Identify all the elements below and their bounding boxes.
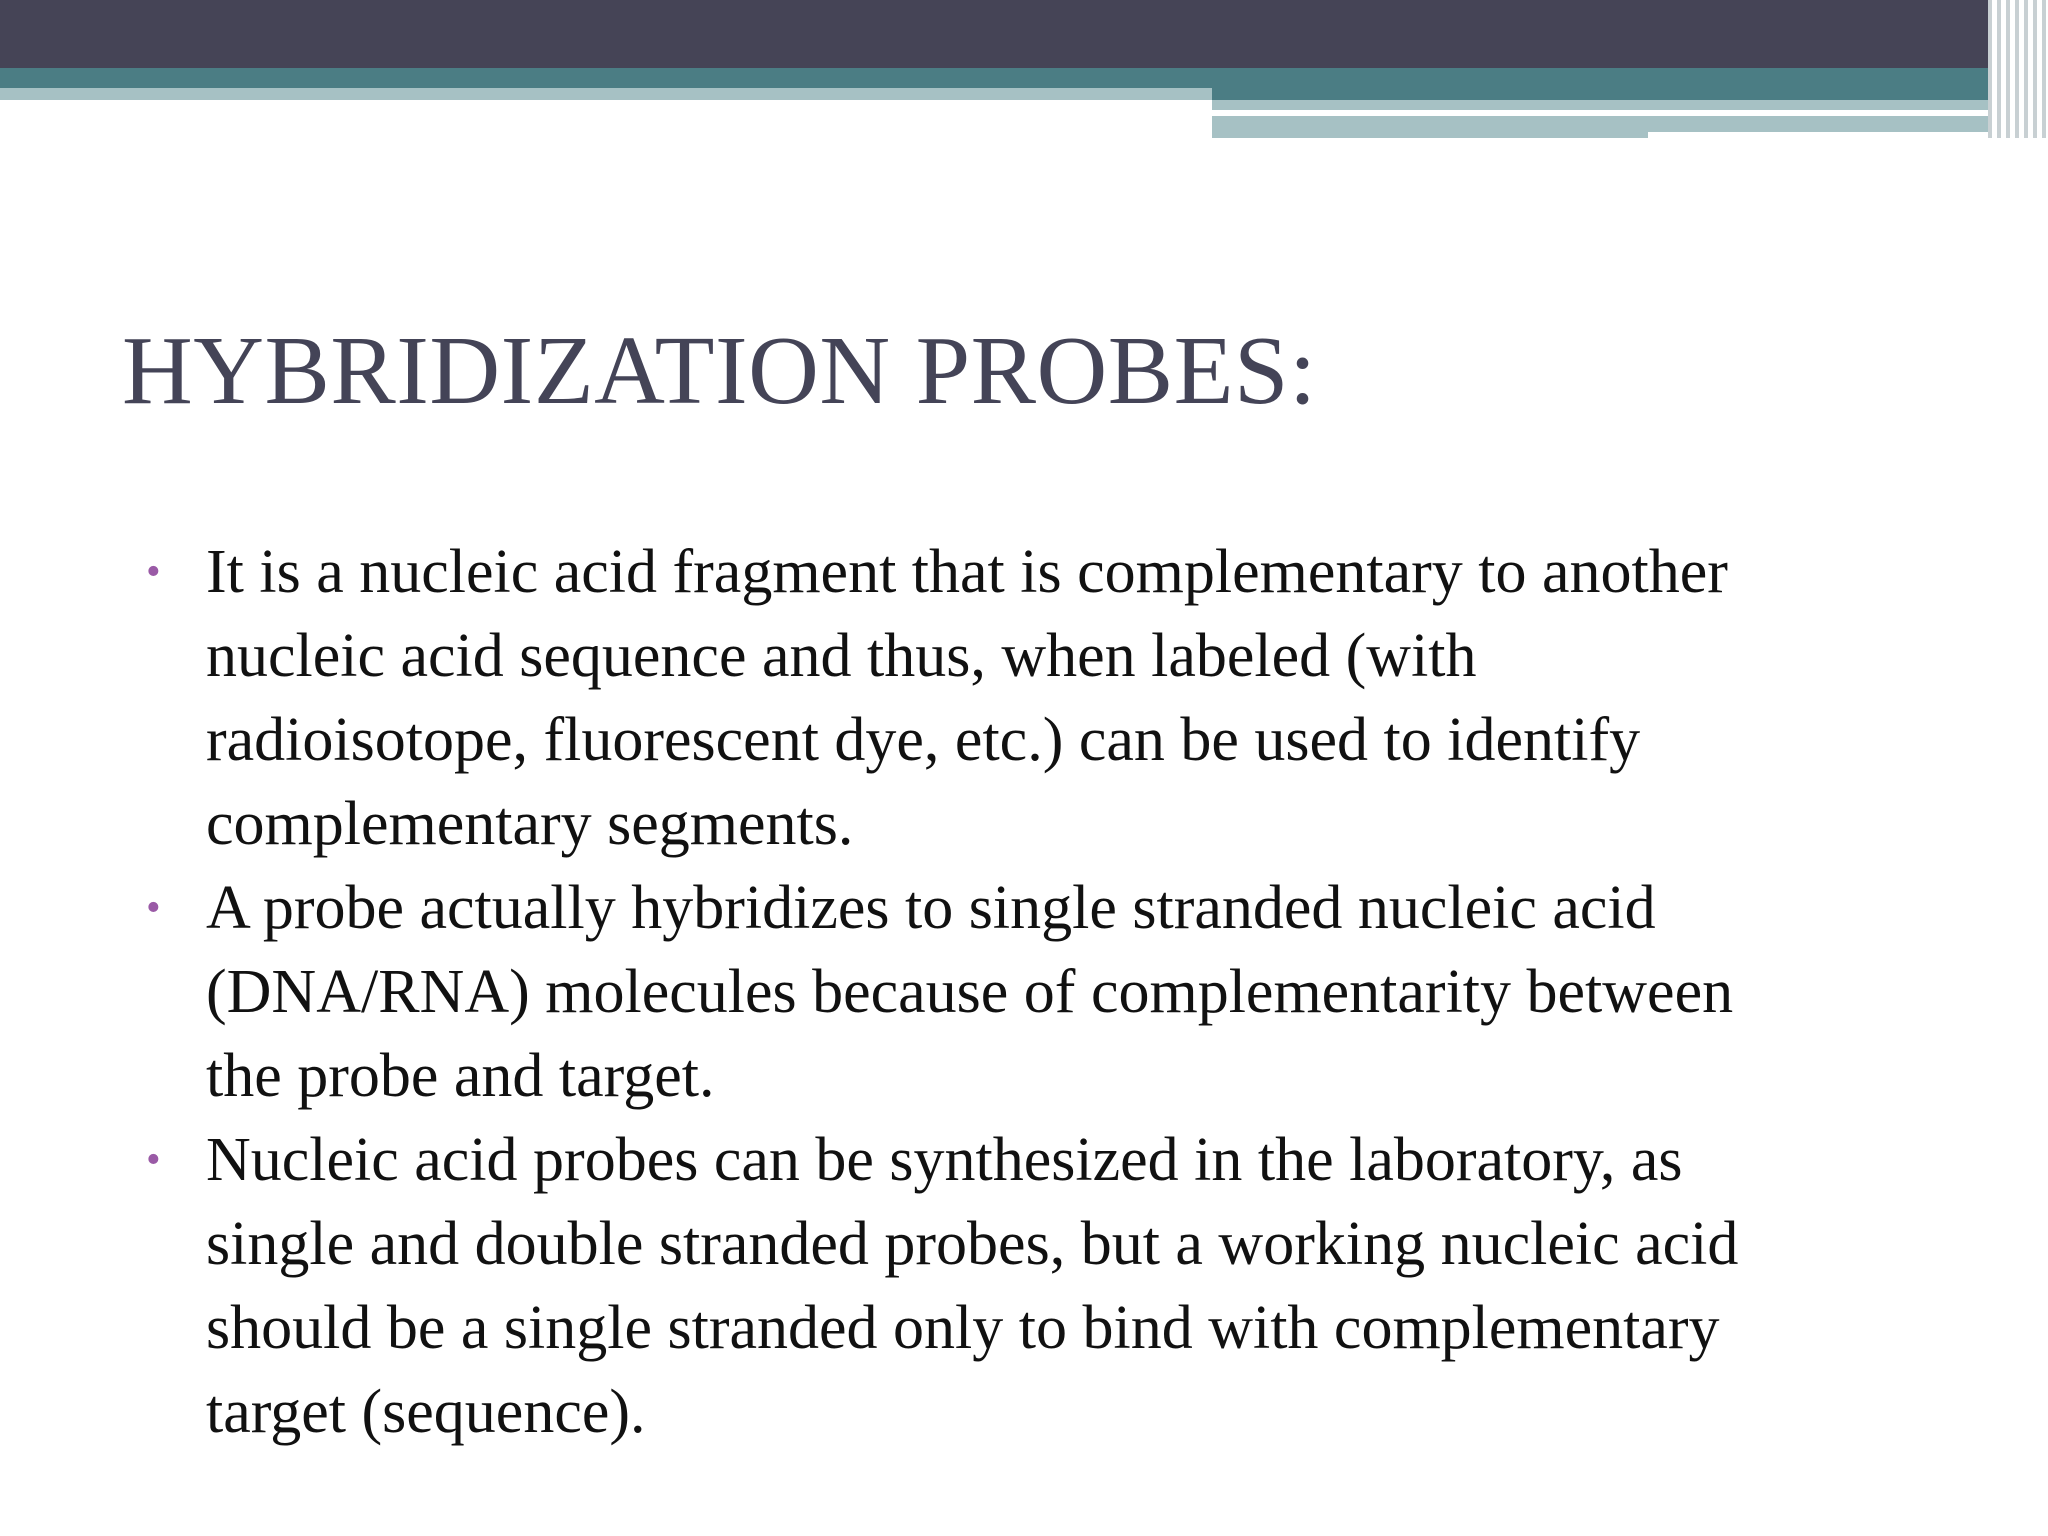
bullet-line: A probe actually hybridizes to single stranded nucleic acid (206, 874, 1656, 942)
bullet-dot-icon: • (146, 885, 161, 931)
header-bar-light-right (1212, 100, 1992, 110)
bullet-line: It is a nucleic acid fragment that is complementary to another (206, 538, 1728, 606)
bullet-list (146, 530, 1936, 1454)
header-bar-light-right-lower (1212, 116, 1648, 138)
bullet-item-2 (146, 866, 1936, 1118)
bullet-dot-icon: • (146, 1137, 161, 1183)
bullet-line: Nucleic acid probes can be synthesized in the laboratory, as (206, 1126, 1683, 1194)
header-bar-teal-right (1212, 68, 2048, 100)
bullet-line: single and double stranded probes, but a working nucleic acid (206, 1210, 1739, 1278)
bullet-line: target (sequence). (206, 1378, 646, 1446)
bullet-text (206, 530, 1936, 866)
header-vertical-stripes (1988, 0, 2048, 138)
header-bar-dark (0, 0, 2048, 68)
bullet-line: nucleic acid sequence and thus, when labeled (with (206, 622, 1477, 690)
bullet-item-3 (146, 1118, 1936, 1454)
bullet-line: should be a single stranded only to bind with complementary (206, 1294, 1720, 1362)
bullet-item-1 (146, 530, 1936, 866)
bullet-line: radioisotope, fluorescent dye, etc.) can be used to identify (206, 706, 1641, 774)
bullet-text (206, 1118, 1936, 1454)
bullet-dot-icon: • (146, 549, 161, 595)
header-bar-light-right-tail (1648, 116, 1992, 132)
header-bar-light (0, 88, 1212, 100)
bullet-text (206, 866, 1936, 1118)
bullet-line: (DNA/RNA) molecules because of complementarity between (206, 958, 1734, 1026)
slide-title: HYBRIDIZATION PROBES: (122, 317, 1317, 425)
bullet-line: the probe and target. (206, 1042, 715, 1110)
bullet-line: complementary segments. (206, 790, 854, 858)
header-bar-teal (0, 68, 1212, 88)
